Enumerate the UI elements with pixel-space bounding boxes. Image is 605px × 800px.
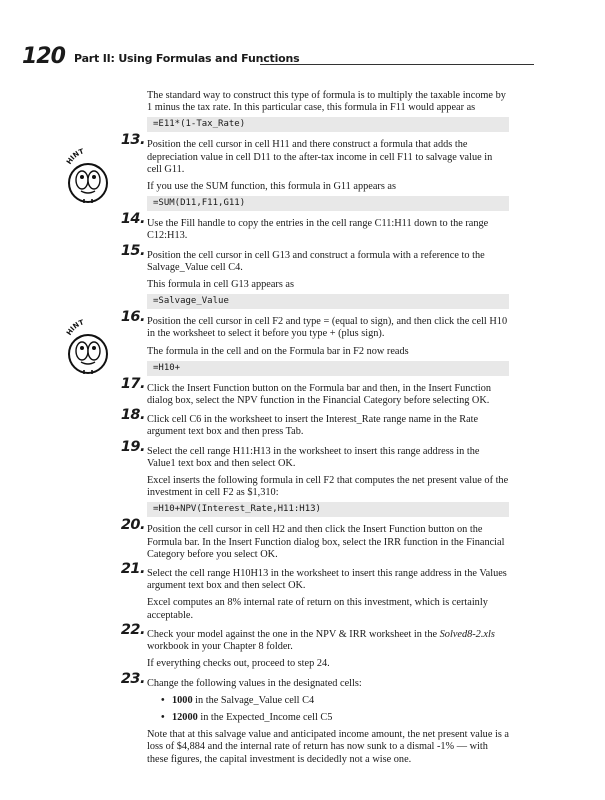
code-sample: =H10+ <box>147 361 509 376</box>
step-note: If everything checks out, proceed to step 24. <box>147 658 330 670</box>
page-body <box>120 90 509 766</box>
step-19 <box>120 438 509 518</box>
step-20 <box>120 517 509 561</box>
page-header <box>22 44 534 74</box>
step-text: Position the cell cursor in cell F2 and type = (equal to sign), and then click the cell H10 in the worksheet to select it before you type + (plus sign). <box>147 316 508 340</box>
step-number: 13. <box>120 132 145 149</box>
step-text: Select the cell range H10H13 in the worksheet to insert this range address in the Values argument text box and then select OK. <box>147 568 507 592</box>
step-note: Excel inserts the following formula in cell F2 that computes the net present value of the investment in cell F2 as $1,310: <box>147 475 509 499</box>
step-number: 21. <box>120 561 145 578</box>
step-number: 19. <box>120 438 145 455</box>
step-13 <box>120 132 509 211</box>
step-16 <box>120 309 509 376</box>
step-number: 14. <box>120 211 145 228</box>
step-15 <box>120 242 509 310</box>
step-text: Select the cell range H11:H13 in the worksheet to insert this range address in the Value1 text box and then select OK. <box>147 445 480 469</box>
code-sample: =SUM(D11,F11,G11) <box>147 196 509 211</box>
step-text: Position the cell cursor in cell H2 and then click the Insert Function button on the Formula bar. In the Insert Function dialog box, select the IRR function in the Financial Category before you select OK. <box>147 524 505 560</box>
step-number: 16. <box>120 309 145 326</box>
step-note: The formula in the cell and on the Formula bar in F2 now reads <box>147 345 409 357</box>
step-22 <box>120 621 509 671</box>
step-note: Note that at this salvage value and anticipated income amount, the net present value is a loss of $4,884 and the internal rate of return has now sunk to a dismal -1% — with these figures, the capital investment is decidedly not a wise one. <box>147 729 509 765</box>
code-sample: =E11*(1-Tax_Rate) <box>147 117 509 132</box>
step-text: Use the Fill handle to copy the entries in the cell range C11:H11 down to the range C12:H13. <box>147 218 489 242</box>
header-rule <box>260 64 534 65</box>
step-text: Position the cell cursor in cell G13 and construct a formula with a reference to the Salvage_Value cell C4. <box>147 249 485 273</box>
code-sample: =H10+NPV(Interest_Rate,H11:H13) <box>147 502 509 517</box>
svg-text:HINT <box>65 318 85 337</box>
hint-icon <box>62 147 110 205</box>
step-14 <box>120 211 509 242</box>
step-21 <box>120 561 509 622</box>
list-item: • 1000 in the Salvage_Value cell C4 <box>147 695 509 707</box>
step-text: Click cell C6 in the worksheet to insert the Interest_Rate range name in the Rate argument text box and then press Tab. <box>147 414 479 438</box>
step-number: 23. <box>120 670 145 687</box>
workbook-filename: Solved8-2.xls <box>439 628 495 640</box>
step-number: 18. <box>120 407 145 424</box>
step-text: Position the cell cursor in cell H11 and there construct a formula that adds the depreciation value in cell D11 to the after-tax income in cell F11 to salvage value in cell G11. <box>147 139 493 175</box>
step-number: 15. <box>120 242 145 259</box>
hint-label: HINT <box>65 147 85 166</box>
step-number: 17. <box>120 375 145 392</box>
step-note: This formula in cell G13 appears as <box>147 279 294 291</box>
step-18 <box>120 407 509 438</box>
step-number: 20. <box>120 517 145 534</box>
step-17 <box>120 375 509 407</box>
hint-icon <box>62 318 110 376</box>
step-note: Excel computes an 8% internal rate of return on this investment, which is certainly acceptable. <box>147 597 488 621</box>
intro-paragraph: The standard way to construct this type of formula is to multiply the taxable income by 1 minus the tax rate. In this particular case, this formula in F11 would appear as <box>147 90 506 114</box>
hint-illustration <box>62 318 110 376</box>
hint-illustration <box>62 147 110 205</box>
page-number: 120 <box>22 44 65 69</box>
step-text: Change the following values in the designated cells: <box>147 677 362 689</box>
step-text: Click the Insert Function button on the Formula bar and then, in the Insert Function dialog box, select the NPV function in the Financial Category before selecting OK. <box>147 382 492 407</box>
code-sample: =Salvage_Value <box>147 294 509 309</box>
svg-text:HINT <box>65 147 85 166</box>
list-item: • 12000 in the Expected_Income cell C5 <box>147 712 509 724</box>
value-list <box>147 695 509 724</box>
step-note: If you use the SUM function, this formula in G11 appears as <box>147 181 396 193</box>
part-title: Part II: Using Formulas and Functions <box>74 52 300 65</box>
step-text: Check your model against the one in the NPV & IRR worksheet in the Solved8-2.xls workbook in your Chapter 8 folder. <box>147 628 495 653</box>
hint-label: HINT <box>65 318 85 337</box>
step-number: 22. <box>120 621 145 638</box>
step-23 <box>120 670 509 766</box>
